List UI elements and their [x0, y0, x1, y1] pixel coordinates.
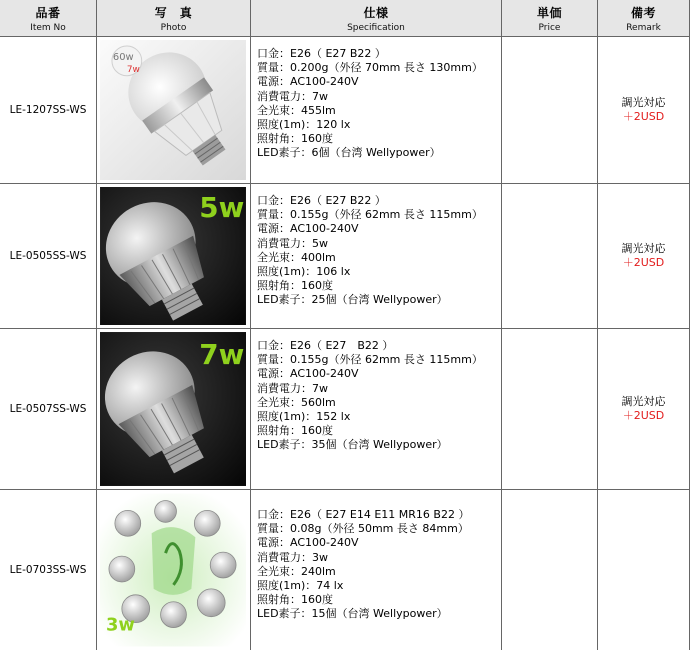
header-price-jp: 単価	[536, 6, 562, 20]
spec-cell	[251, 184, 502, 328]
spec-line: 消費電力：7w	[257, 381, 328, 395]
spec-line: 質量：0.155g（外径 62mm 長さ 115mm）	[257, 353, 483, 367]
remark-cell	[598, 490, 690, 650]
spec-line: 電源：AC100-240V	[257, 75, 359, 89]
table-row	[0, 329, 690, 490]
spec-line: 消費電力：5w	[257, 236, 328, 250]
spec-line: 全光束：560lm	[257, 395, 336, 409]
price-cell	[502, 184, 598, 328]
header-remark	[598, 0, 690, 37]
bulb-image-4	[100, 493, 246, 647]
bulb-badge-7w: 7w	[199, 337, 245, 371]
spec-line: LED素子：6個（台湾 Wellypower）	[257, 146, 441, 160]
spec-line: 照度(1m)：152 lx	[257, 410, 351, 424]
spec-line: 質量：0.155g（外径 62mm 長さ 115mm）	[257, 208, 483, 222]
spec-line: 口金：E26（ E27 B22 ）	[257, 339, 394, 352]
bulb-badge-3w: 3w	[105, 614, 135, 636]
remark-cell	[598, 329, 690, 489]
spec-line: 質量：0.200g（外径 70mm 長さ 130mm）	[257, 61, 483, 75]
item-no-cell: LE-1207SS-WS	[0, 37, 97, 183]
remark-cell	[598, 184, 690, 328]
spec-line: 照射角：160度	[257, 424, 333, 438]
bulb-badge-60w: 60w	[112, 51, 134, 63]
table-row	[0, 184, 690, 329]
remark-surcharge: ＋2USD	[622, 110, 665, 123]
item-no-cell: LE-0505SS-WS	[0, 184, 97, 328]
price-cell	[502, 329, 598, 489]
spec-cell	[251, 490, 502, 650]
photo-cell	[97, 329, 251, 489]
remark-cell	[598, 37, 690, 183]
bulb-image-3	[100, 332, 246, 486]
spec-cell	[251, 329, 502, 489]
photo-cell	[97, 490, 251, 650]
header-spec-jp: 仕様	[363, 6, 389, 20]
header-photo-jp: 写 真	[154, 6, 193, 20]
bulb-image-2	[100, 187, 246, 325]
bulb-photo	[100, 40, 246, 180]
header-remark-jp: 備考	[630, 6, 656, 20]
bulb-badge-5w: 5w	[199, 190, 245, 224]
spec-line: 全光束：455lm	[257, 103, 336, 117]
spec-line: 全光束：400lm	[257, 250, 336, 264]
header-photo-en: Photo	[160, 23, 187, 33]
spec-line: LED素子：35個（台湾 Wellypower）	[257, 438, 448, 452]
header-spec-en: Specification	[347, 23, 405, 33]
spec-line: 照度(1m)：120 lx	[257, 118, 351, 132]
spec-cell	[251, 37, 502, 183]
spec-line: 消費電力：7w	[257, 89, 328, 103]
header-item-no-jp: 品番	[35, 6, 61, 20]
table-row	[0, 37, 690, 184]
remark-dimmable: 調光対応	[621, 395, 666, 408]
bulb-badge-7w: 7w	[126, 64, 140, 75]
spec-line: 照射角：160度	[257, 132, 333, 146]
bulb-image-1	[100, 40, 246, 180]
spec-line: 電源：AC100-240V	[257, 536, 359, 550]
spec-line: 照射角：160度	[257, 593, 333, 607]
bulb-photo	[100, 187, 246, 325]
spec-line: 照度(1m)：74 lx	[257, 579, 344, 593]
photo-cell	[97, 184, 251, 328]
spec-line: 電源：AC100-240V	[257, 222, 359, 236]
header-item-no	[0, 0, 97, 37]
spec-line: 口金：E26（ E27 B22 ）	[257, 194, 386, 207]
spec-line: LED素子：15個（台湾 Wellypower）	[257, 607, 448, 621]
table-row	[0, 490, 690, 650]
photo-cell	[97, 37, 251, 183]
header-item-no-en: Item No	[30, 23, 66, 33]
spec-line: 口金：E26（ E27 B22 ）	[257, 47, 386, 60]
bulb-photo	[100, 493, 246, 647]
bulb-photo	[100, 332, 246, 486]
spec-line: 照射角：160度	[257, 279, 333, 293]
spec-line: 質量：0.08g（外径 50mm 長さ 84mm）	[257, 522, 469, 536]
spec-line: 電源：AC100-240V	[257, 367, 359, 381]
spec-line: 照度(1m)：106 lx	[257, 265, 351, 279]
remark-dimmable: 調光対応	[621, 242, 666, 255]
remark-surcharge: ＋2USD	[622, 256, 665, 269]
spec-line: 口金：E26（ E27 E14 E11 MR16 B22 ）	[257, 508, 470, 521]
remark-surcharge: ＋2USD	[622, 409, 665, 422]
price-cell	[502, 37, 598, 183]
price-cell	[502, 490, 598, 650]
header-remark-en: Remark	[626, 23, 661, 33]
header-spec	[251, 0, 502, 37]
header-price	[502, 0, 598, 37]
item-no-cell: LE-0507SS-WS	[0, 329, 97, 489]
header-photo	[97, 0, 251, 37]
spec-line: 消費電力：3w	[257, 550, 328, 564]
remark-dimmable: 調光対応	[621, 96, 666, 109]
spec-line: LED素子：25個（台湾 Wellypower）	[257, 293, 448, 307]
spec-line: 全光束：240lm	[257, 564, 336, 578]
header-price-en: Price	[538, 23, 561, 33]
item-no-cell: LE-0703SS-WS	[0, 490, 97, 650]
